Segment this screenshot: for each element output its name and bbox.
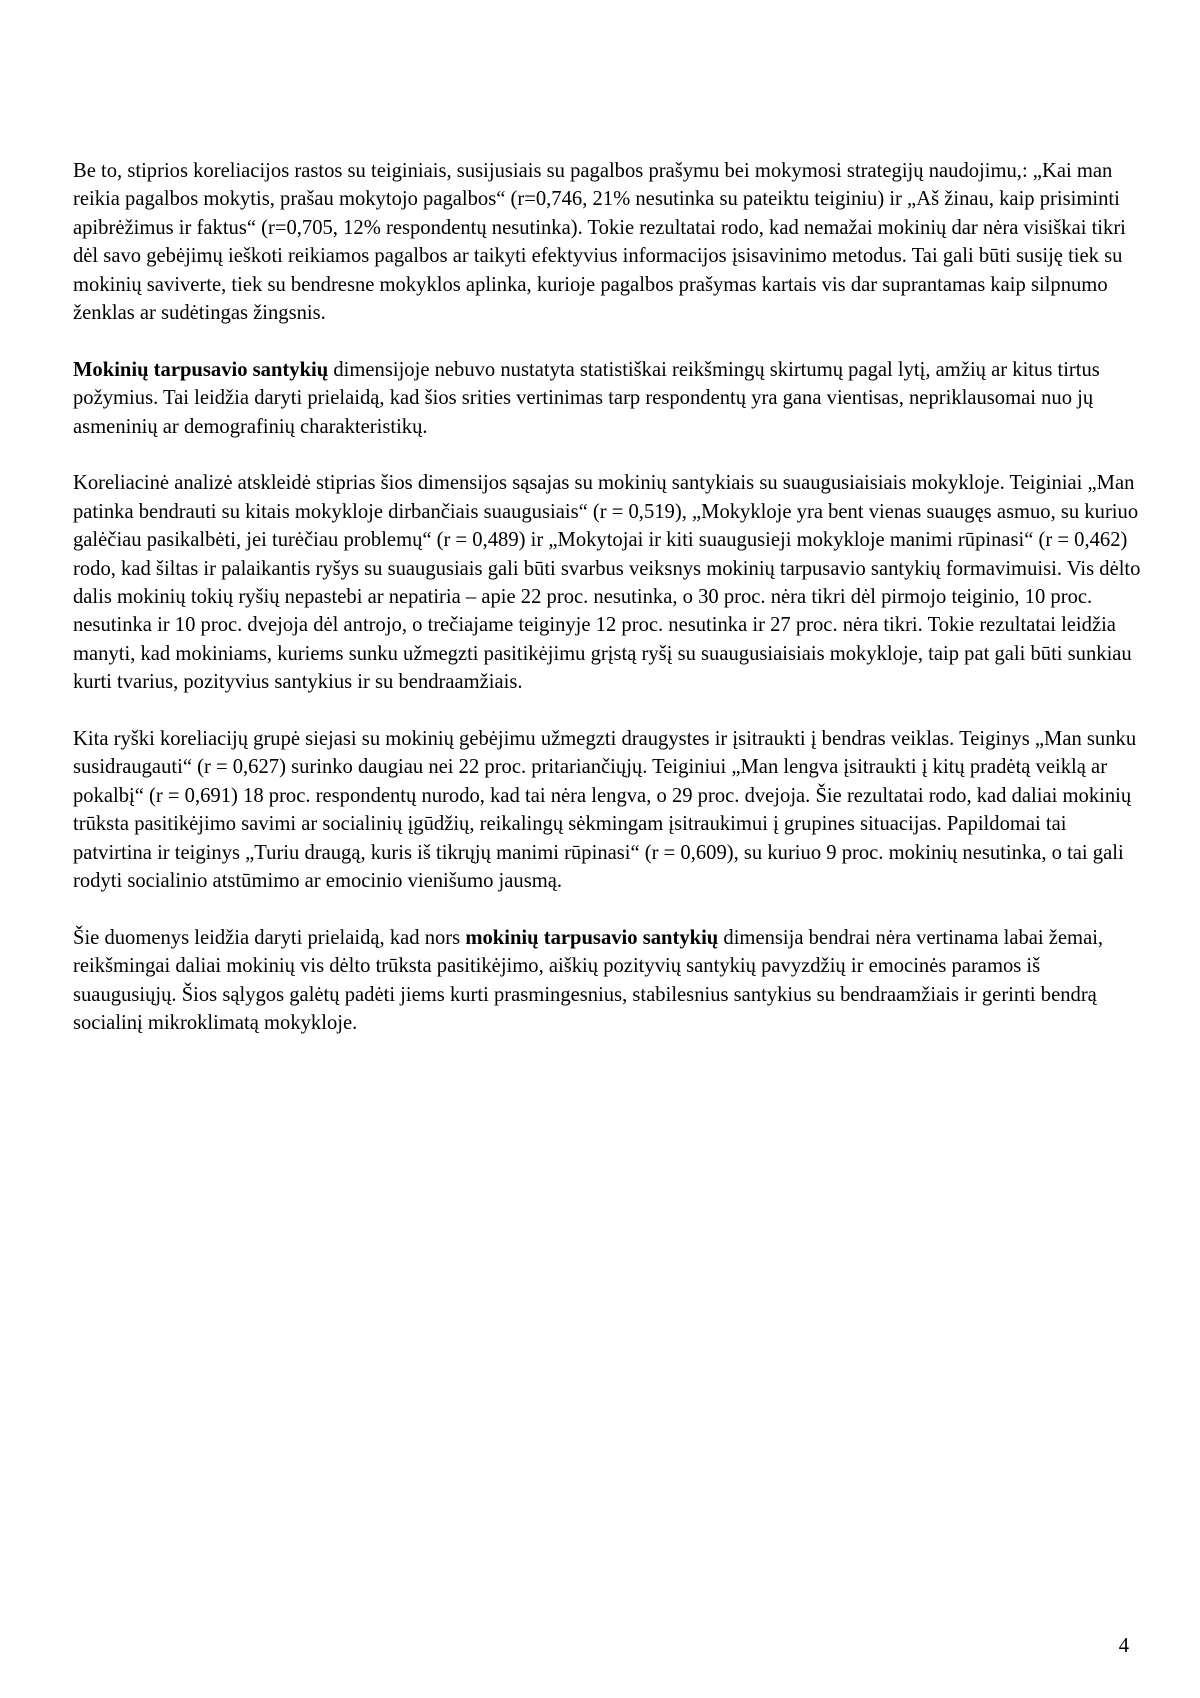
paragraph-text: Be to, stiprios koreliacijos rastos su teiginiais, susijusiais su pagalbos prašymu bei mokymosi strategijų naudojimu,: „Kai man reikia pagalbos mokytis, prašau mokytojo pagalbos“ (r=0,746, 21% nesutinka su pateiktu teiginiu) ir „Aš žinau, kaip prisiminti apibrėžimus ir faktus“ (r=0,705, 12% respondentų nesutinka). Tokie rezultatai rodo, kad nemažai mokinių dar nėra visiškai tikri dėl savo gebėjimų ieškoti reikiamos pagalbos ar taikyti efektyvius informacijos įsisavinimo metodus. Tai gali būti susiję tiek su mokinių saviverte, tiek su bendresne mokyklos aplinka, kurioje pagalbos prašymas kartais vis dar suprantamas kaip silpnumo ženklas ar sudėtingas žingsnis. <box>73 160 1126 325</box>
page-number: 4 <box>1118 1635 1129 1657</box>
paragraph-bold-term: Mokinių tarpusavio santykių <box>73 358 329 381</box>
paragraph-text-before: Šie duomenys leidžia daryti prielaidą, kad nors <box>73 926 466 949</box>
paragraph-bold-term: mokinių tarpusavio santykių <box>465 926 719 949</box>
paragraph-text: Kita ryški koreliacijų grupė siejasi su mokinių gebėjimu užmegzti draugystes ir įsitraukti į bendras veiklas. Teiginys „Man sunku susidraugauti“ (r = 0,627) surinko daugiau nei 22 proc. pritariančiųjų. Teiginiui „Man lengva įsitraukti į kitų pradėtą veiklą ar pokalbį“ (r = 0,691) 18 proc. respondentų nurodo, kad tai nėra lengva, o 29 proc. dvejoja. Šie rezultatai rodo, kad daliai mokinių trūksta pasitikėjimo savimi ar socialinių įgūdžių, reikalingų sėkmingam įsitraukimui į grupines situacijas. Papildomai tai patvirtina ir teiginys „Turiu draugą, kuris iš tikrųjų manimi rūpinasi“ (r = 0,609), su kuriuo 9 proc. mokinių nesutinka, o tai gali rodyti socialinio atstūmimo ar emocinio vienišumo jausmą. <box>73 728 1137 893</box>
paragraph-adult-relations-correlations <box>73 469 1143 696</box>
paragraph-peer-relations-dimension <box>73 356 1143 441</box>
paragraph-help-seeking-correlations <box>73 157 1143 327</box>
paragraph-text: dimensija bendrai nėra vertinama labai žemai, reikšmingai daliai mokinių vis dėlto trūksta pasitikėjimo, aiškių pozityvių santykių pavyzdžių ir emocinės paramos iš suaugusiųjų. Šios sąlygos galėtų padėti jiems kurti prasmingesnius, stabilesnius santykius su bendraamžiais ir gerinti bendrą socialinį mikroklimatą mokykloje. <box>73 926 1104 1035</box>
paragraph-friendship-correlations <box>73 725 1143 895</box>
paragraph-text: dimensijoje nebuvo nustatyta statistiškai reikšmingų skirtumų pagal lytį, amžių ar kitus tirtus požymius. Tai leidžia daryti prielaidą, kad šios srities vertinimas tarp respondentų yra gana vientisas, nepriklausomai nuo jų asmeninių ar demografinių charakteristikų. <box>73 358 1100 438</box>
paragraph-conclusion <box>73 924 1143 1038</box>
paragraph-text: Koreliacinė analizė atskleidė stiprias šios dimensijos sąsajas su mokinių santykiais su suaugusiaisiais mokykloje. Teiginiai „Man patinka bendrauti su kitais mokykloje dirbančiais suaugusiais“ (r = 0,519), „Mokykloje yra bent vienas suaugęs asmuo, su kuriuo galėčiau pasikalbėti, jei turėčiau problemų“ (r = 0,489) ir „Mokytojai ir kiti suaugusieji mokykloje manimi rūpinasi“ (r = 0,462) rodo, kad šiltas ir palaikantis ryšys su suaugusiais gali būti svarbus veiksnys mokinių tarpusavio santykių formavimuisi. Vis dėlto dalis mokinių tokių ryšių nepastebi ar nepatiria – apie 22 proc. nesutinka, o 30 proc. nėra tikri dėl pirmojo teiginio, 10 proc. nesutinka ir 10 proc. dvejoja dėl antrojo, o trečiajame teiginyje 12 proc. nesutinka ir 27 proc. nėra tikri. Tokie rezultatai leidžia manyti, kad mokiniams, kuriems sunku užmegzti pasitikėjimu grįstą ryšį su suaugusiaisiais mokykloje, taip pat gali būti sunkiau kurti tvarius, pozityvius santykius ir su bendraamžiais. <box>73 472 1141 694</box>
document-body <box>73 157 1143 1066</box>
